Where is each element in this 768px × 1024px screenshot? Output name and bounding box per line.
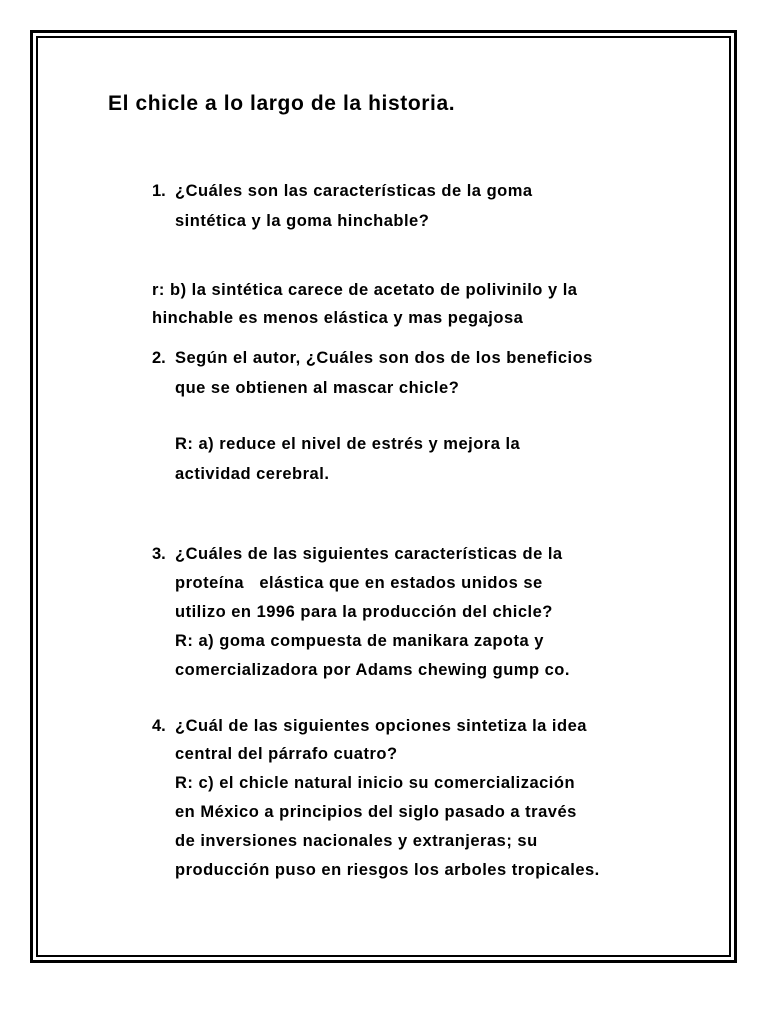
answer-2-line: actividad cerebral. xyxy=(175,465,330,483)
answer-4-line: de inversiones nacionales y extranjeras; su xyxy=(175,832,538,850)
question-1-number: 1. xyxy=(152,182,166,200)
question-2-line: que se obtienen al mascar chicle? xyxy=(175,379,460,397)
answer-4-line: R: c) el chicle natural inicio su comercialización xyxy=(175,774,576,792)
question-3-line: ¿Cuáles de las siguientes características de la xyxy=(175,545,563,563)
answer-1-line: r: b) la sintética carece de acetato de polivinilo y la xyxy=(152,281,578,299)
question-4-line: ¿Cuál de las siguientes opciones sintetiza la idea xyxy=(175,717,587,735)
question-4-line: central del párrafo cuatro? xyxy=(175,745,398,763)
answer-1-line: hinchable es menos elástica y mas pegajosa xyxy=(152,309,524,327)
question-2-number: 2. xyxy=(152,349,166,367)
question-3-line: utilizo en 1996 para la producción del chicle? xyxy=(175,603,553,621)
question-1-line: ¿Cuáles son las características de la goma xyxy=(175,182,533,200)
answer-4-line: producción puso en riesgos los arboles tropicales. xyxy=(175,861,600,879)
answer-3-line: R: a) goma compuesta de manikara zapota y xyxy=(175,632,544,650)
question-3-number: 3. xyxy=(152,545,166,563)
question-2-line: Según el autor, ¿Cuáles son dos de los beneficios xyxy=(175,349,593,367)
question-3-line: proteína elástica que en estados unidos se xyxy=(175,574,543,592)
answer-2-line: R: a) reduce el nivel de estrés y mejora la xyxy=(175,435,521,453)
question-1-line: sintética y la goma hinchable? xyxy=(175,212,430,230)
document-title: El chicle a lo largo de la historia. xyxy=(108,92,456,115)
question-4-number: 4. xyxy=(152,717,166,735)
answer-4-line: en México a principios del siglo pasado a través xyxy=(175,803,577,821)
answer-3-line: comercializadora por Adams chewing gump co. xyxy=(175,661,570,679)
